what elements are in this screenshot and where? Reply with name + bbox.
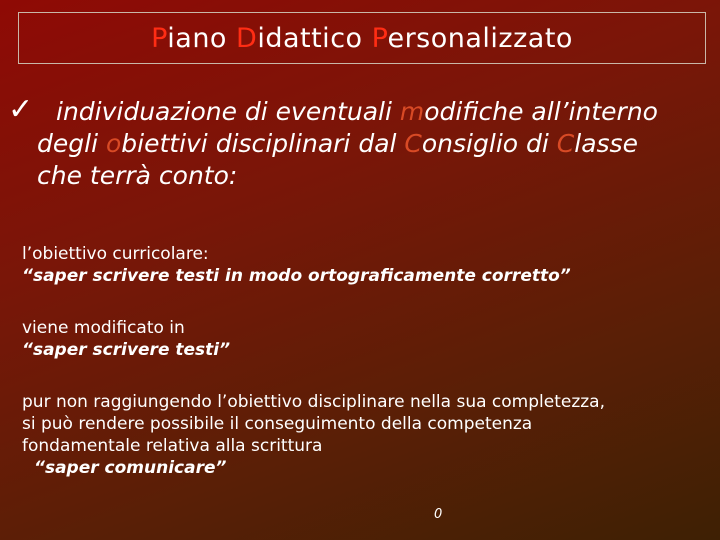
modified-objective-quote: “saper scrivere testi” (22, 340, 231, 360)
title-word-piano: iano (167, 22, 237, 54)
title-initial-d: D (236, 22, 258, 54)
page-number: 0 (434, 507, 443, 522)
competence-line-3: fondamentale relativa alla scrittura (22, 436, 323, 456)
competence-line-2: si può rendere possibile il conseguimento della competenza (22, 414, 533, 434)
bullet-line-2 (8, 128, 720, 160)
title-initial-p: P (151, 22, 168, 54)
title-word-personalizzato: ersonalizzato (387, 22, 573, 54)
bullet-text-a: individuazione di eventuali (56, 97, 400, 126)
bullet-accent-o: o (105, 129, 122, 158)
competence-quote: “saper comunicare” (34, 458, 227, 478)
title-text (151, 23, 573, 54)
slide-title (18, 12, 706, 64)
curricular-objective-label: l’obiettivo curricolare: (22, 244, 209, 264)
curricular-objective-quote: “saper scrivere testi in modo ortograficamente corretto” (22, 266, 571, 286)
bullet-text-j: lasse (574, 129, 638, 158)
bullet-line-1 (8, 92, 720, 128)
bullet-text-c: odifiche all’interno (424, 97, 658, 126)
bullet-line-3: che terrà conto: (37, 161, 238, 190)
bullet-text-d: degli (37, 129, 106, 158)
competence-line-1: pur non raggiungendo l’obiettivo disciplinare nella sua completezza, (22, 392, 605, 412)
bullet-point (8, 92, 720, 192)
bullet-text-f: biettivi disciplinari dal (121, 129, 405, 158)
bullet-accent-m: m (399, 97, 425, 126)
bullet-text-h: onsiglio di (421, 129, 557, 158)
curricular-objective-block (22, 243, 712, 287)
modified-objective-label: viene modificato in (22, 318, 185, 338)
title-initial-p2: P (371, 22, 388, 54)
competence-block (22, 391, 712, 479)
bullet-accent-c2: C (556, 129, 575, 158)
bullet-accent-c1: C (404, 129, 422, 158)
checkmark-icon: ✓ (8, 92, 34, 127)
title-word-didattico: idattico (257, 22, 372, 54)
modified-objective-block (22, 317, 712, 361)
